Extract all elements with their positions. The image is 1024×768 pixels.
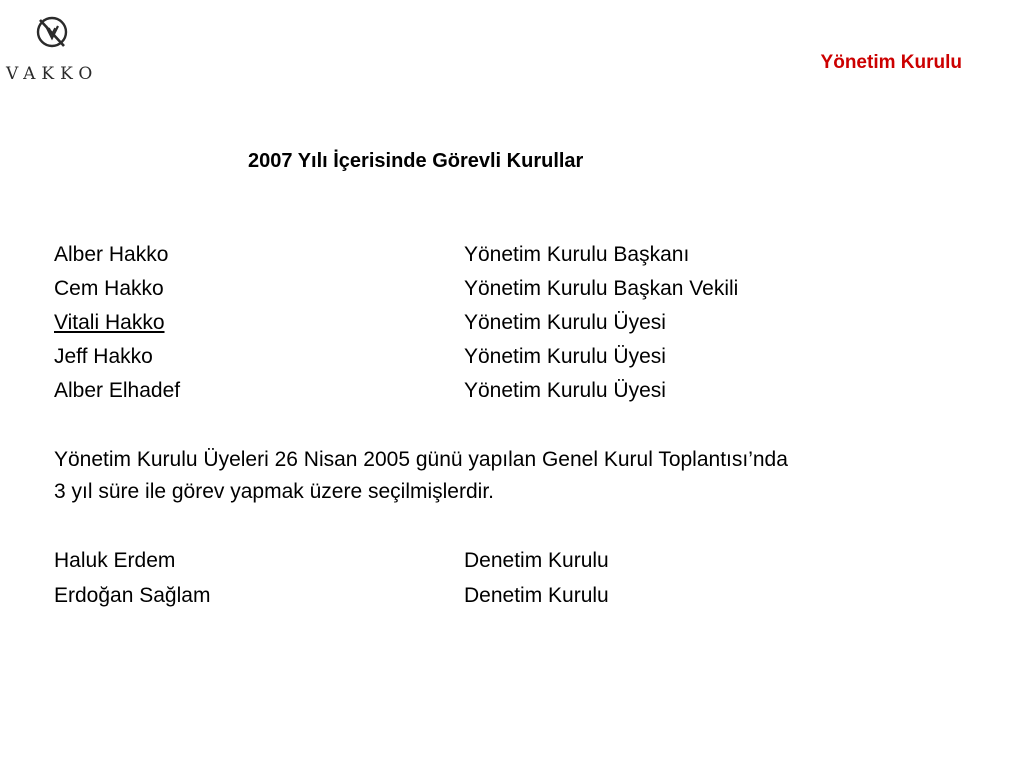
vakko-logo: [6, 8, 98, 88]
member-role: Yönetim Kurulu Üyesi: [464, 379, 666, 402]
member-role: Yönetim Kurulu Başkan Vekili: [464, 277, 739, 300]
member-name: Alber Hakko: [54, 243, 169, 266]
member-role: Yönetim Kurulu Üyesi: [464, 345, 666, 368]
audit-member-row: [54, 548, 609, 574]
member-role: Denetim Kurulu: [464, 549, 609, 572]
member-name: Vitali Hakko: [54, 311, 165, 334]
member-name: Erdoğan Sağlam: [54, 584, 211, 607]
header-title: Yönetim Kurulu: [820, 52, 962, 73]
board-member-row: [54, 310, 666, 336]
board-member-row: [54, 242, 689, 268]
vakko-monogram-icon: [32, 12, 72, 56]
audit-member-row: [54, 583, 609, 609]
member-role: Denetim Kurulu: [464, 584, 609, 607]
member-name: Alber Elhadef: [54, 379, 181, 402]
board-member-row: [54, 276, 738, 302]
logo-brand-text: VAKKO: [6, 64, 99, 84]
board-member-row: [54, 378, 666, 404]
member-name: Cem Hakko: [54, 277, 164, 300]
board-member-row: [54, 344, 666, 370]
election-note: [54, 444, 984, 508]
member-role: Yönetim Kurulu Üyesi: [464, 311, 666, 334]
member-name: Jeff Hakko: [54, 345, 153, 368]
member-name: Haluk Erdem: [54, 549, 176, 572]
note-line: Yönetim Kurulu Üyeleri 26 Nisan 2005 günü yapılan Genel Kurul Toplantısı’nda: [54, 448, 788, 471]
member-role: Yönetim Kurulu Başkanı: [464, 243, 690, 266]
note-line: 3 yıl süre ile görev yapmak üzere seçilmişlerdir.: [54, 480, 494, 503]
section-subtitle: 2007 Yılı İçerisinde Görevli Kurullar: [248, 150, 584, 172]
